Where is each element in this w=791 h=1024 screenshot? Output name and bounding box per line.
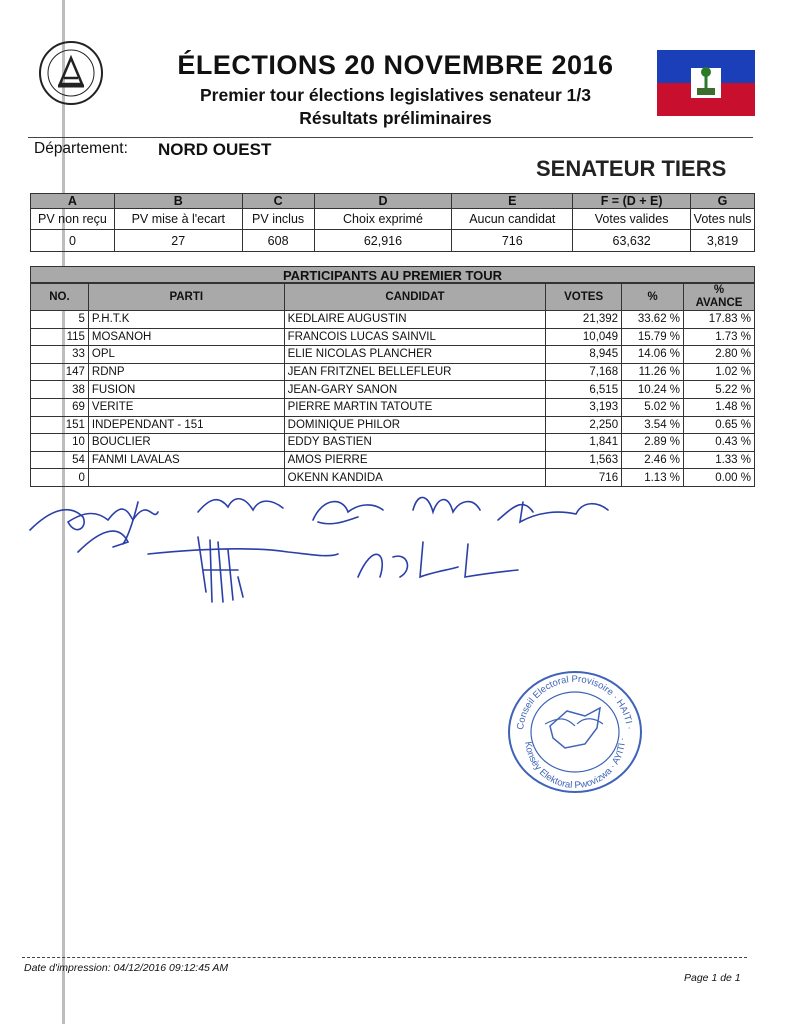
department-label: Département: (34, 140, 128, 157)
col-header-candidat: CANDIDAT (284, 284, 546, 311)
cell-votes: 1,563 (546, 451, 622, 469)
summary-letter: C (242, 194, 314, 209)
stamp-bottom-text: Konsèy Elektoral Pwovizwa · AYITI · (522, 737, 629, 792)
cell-parti: BOUCLIER (88, 434, 284, 452)
cell-avance: 17.83 % (684, 311, 755, 329)
cell-pct: 3.54 % (622, 416, 684, 434)
summary-header: PV mise à l'ecart (114, 209, 242, 230)
cell-no: 147 (31, 363, 89, 381)
cell-avance: 1.48 % (684, 398, 755, 416)
summary-header: Aucun candidat (452, 209, 573, 230)
summary-header: PV inclus (242, 209, 314, 230)
cell-candidat: PIERRE MARTIN TATOUTE (284, 398, 546, 416)
page-number: Page 1 de 1 (684, 972, 741, 984)
col-header-avance (684, 284, 755, 311)
cell-avance: 0.00 % (684, 469, 755, 487)
summary-value: 62,916 (314, 230, 452, 252)
summary-letter: A (31, 194, 115, 209)
cell-no: 54 (31, 451, 89, 469)
cell-votes: 21,392 (546, 311, 622, 329)
cell-candidat: KEDLAIRE AUGUSTIN (284, 311, 546, 329)
cell-no: 33 (31, 346, 89, 364)
summary-table (30, 193, 755, 252)
cell-candidat: DOMINIQUE PHILOR (284, 416, 546, 434)
page-title: ÉLECTIONS 20 NOVEMBRE 2016 (177, 50, 614, 80)
summary-value: 27 (114, 230, 242, 252)
cell-pct: 5.02 % (622, 398, 684, 416)
cell-candidat: ELIE NICOLAS PLANCHER (284, 346, 546, 364)
cell-votes: 3,193 (546, 398, 622, 416)
col-header-avance-pct: % (713, 284, 725, 296)
cell-parti: INDEPENDANT - 151 (88, 416, 284, 434)
summary-value: 0 (31, 230, 115, 252)
summary-letter: G (691, 194, 755, 209)
cell-avance: 0.43 % (684, 434, 755, 452)
cell-no: 69 (31, 398, 89, 416)
summary-value: 716 (452, 230, 573, 252)
summary-header: PV non reçu (31, 209, 115, 230)
cell-no: 5 (31, 311, 89, 329)
handwritten-signatures (28, 482, 628, 632)
summary-value: 3,819 (691, 230, 755, 252)
cell-candidat: FRANCOIS LUCAS SAINVIL (284, 328, 546, 346)
cell-candidat: JEAN FRITZNEL BELLEFLEUR (284, 363, 546, 381)
cell-pct: 14.06 % (622, 346, 684, 364)
race-title: SENATEUR TIERS (536, 156, 727, 181)
cell-parti: FUSION (88, 381, 284, 399)
cell-pct: 1.13 % (622, 469, 684, 487)
summary-letter: E (452, 194, 573, 209)
haiti-flag-icon (657, 50, 755, 116)
stamp-top-text: Conseil Electoral Provisoire · HAITI · (515, 673, 635, 731)
summary-letter: D (314, 194, 452, 209)
page-subtitle: Premier tour élections legislatives senateur 1/3 (199, 85, 591, 105)
col-header-parti: PARTI (88, 284, 284, 311)
table-row (31, 328, 755, 346)
summary-value: 63,632 (573, 230, 691, 252)
cell-votes: 7,168 (546, 363, 622, 381)
cell-no: 115 (31, 328, 89, 346)
cell-candidat: OKENN KANDIDA (284, 469, 546, 487)
cell-parti: VERITE (88, 398, 284, 416)
cell-no: 0 (31, 469, 89, 487)
page-subtitle-2: Résultats préliminaires (299, 108, 492, 128)
col-header-no: NO. (31, 284, 89, 311)
cell-no: 151 (31, 416, 89, 434)
department-value: NORD OUEST (158, 140, 272, 159)
cell-pct: 2.46 % (622, 451, 684, 469)
cell-avance: 1.33 % (684, 451, 755, 469)
cell-parti: P.H.T.K (88, 311, 284, 329)
cell-pct: 10.24 % (622, 381, 684, 399)
summary-letter: F = (D + E) (573, 194, 691, 209)
cell-pct: 15.79 % (622, 328, 684, 346)
footer-divider (22, 957, 747, 958)
cell-parti: OPL (88, 346, 284, 364)
table-row (31, 434, 755, 452)
table-row (31, 346, 755, 364)
summary-letter: B (114, 194, 242, 209)
cell-candidat: JEAN-GARY SANON (284, 381, 546, 399)
col-header-pct: % (622, 284, 684, 311)
table-row (31, 451, 755, 469)
col-header-votes: VOTES (546, 284, 622, 311)
cell-avance: 1.02 % (684, 363, 755, 381)
cell-votes: 2,250 (546, 416, 622, 434)
cell-pct: 33.62 % (622, 311, 684, 329)
cell-candidat: AMOS PIERRE (284, 451, 546, 469)
cell-avance: 5.22 % (684, 381, 755, 399)
results-table (30, 283, 755, 487)
cell-candidat: EDDY BASTIEN (284, 434, 546, 452)
header-rule (28, 137, 753, 138)
cell-no: 10 (31, 434, 89, 452)
cell-parti: FANMI LAVALAS (88, 451, 284, 469)
cell-votes: 1,841 (546, 434, 622, 452)
print-date: Date d'impression: 04/12/2016 09:12:45 AM (24, 962, 229, 974)
table-row (31, 311, 755, 329)
summary-header: Choix exprimé (314, 209, 452, 230)
summary-header: Votes valides (573, 209, 691, 230)
cell-avance: 1.73 % (684, 328, 755, 346)
table-row (31, 416, 755, 434)
cell-votes: 10,049 (546, 328, 622, 346)
svg-text:Conseil Electoral Provisoire · (515, 674, 635, 730)
cell-avance: 0.65 % (684, 416, 755, 434)
cell-pct: 2.89 % (622, 434, 684, 452)
table-row (31, 363, 755, 381)
table-row (31, 398, 755, 416)
cell-parti: RDNP (88, 363, 284, 381)
col-header-avance-label: AVANCE (695, 297, 743, 309)
cell-votes: 716 (546, 469, 622, 487)
cell-votes: 6,515 (546, 381, 622, 399)
cell-pct: 11.26 % (622, 363, 684, 381)
section-title: PARTICIPANTS AU PREMIER TOUR (30, 266, 755, 283)
cep-official-stamp (505, 666, 645, 796)
cell-votes: 8,945 (546, 346, 622, 364)
summary-value: 608 (242, 230, 314, 252)
cell-no: 38 (31, 381, 89, 399)
cell-avance: 2.80 % (684, 346, 755, 364)
table-row (31, 381, 755, 399)
cell-parti: MOSANOH (88, 328, 284, 346)
summary-header: Votes nuls (691, 209, 755, 230)
